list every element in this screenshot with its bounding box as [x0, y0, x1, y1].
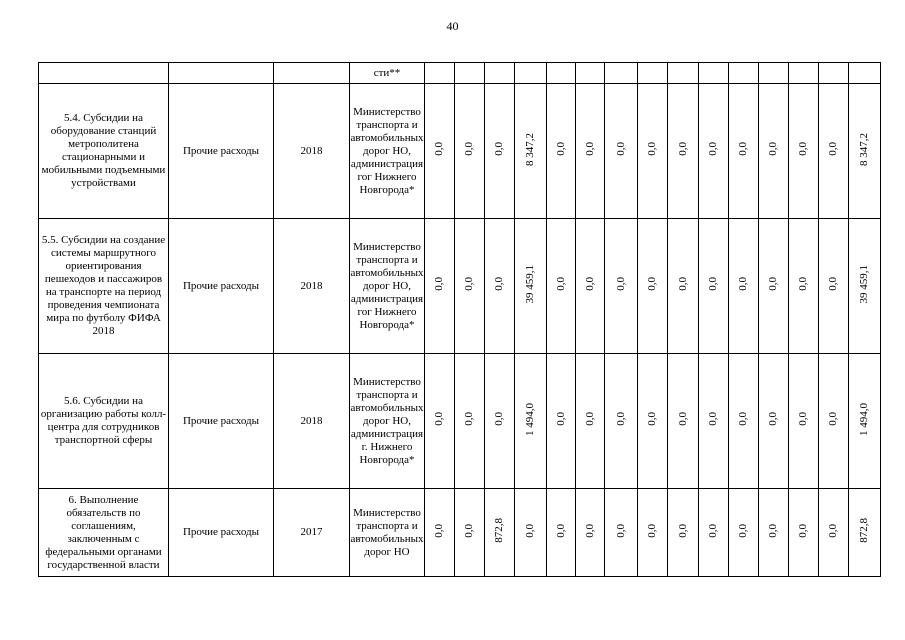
value-cell: [699, 489, 729, 577]
value-text: 1 494,0: [858, 402, 870, 436]
table-row: [39, 63, 881, 84]
value-cell: [759, 84, 789, 219]
value-text: 0,0: [493, 412, 505, 426]
value-text: 0,0: [493, 142, 505, 156]
value-text: 0,0: [676, 523, 689, 538]
value-text: 0,0: [827, 412, 839, 426]
year-cell: 2018: [274, 219, 350, 354]
value-cell: [759, 219, 789, 354]
value-cell: [638, 219, 668, 354]
value-text: 0,0: [827, 523, 839, 538]
value-cell: [849, 84, 881, 219]
value-text: 0,0: [676, 142, 689, 156]
value-text: 0,0: [433, 277, 445, 291]
value-cell: [455, 219, 485, 354]
value-cell: [425, 489, 455, 577]
expense-type-cell: Прочие расходы: [169, 84, 274, 219]
value-text: 0,0: [463, 523, 475, 538]
value-text: 0,0: [737, 523, 749, 538]
value-text: 0,0: [797, 523, 809, 538]
value-text: 0,0: [827, 277, 839, 291]
table-row: [39, 354, 881, 489]
table-cell: [274, 63, 350, 84]
value-text: 0,0: [583, 277, 596, 291]
value-text: 0,0: [797, 277, 809, 291]
table-row: [39, 489, 881, 577]
value-text: 872,8: [493, 518, 505, 543]
expense-type-cell: Прочие расходы: [169, 489, 274, 577]
value-cell: [576, 489, 605, 577]
value-cell: [819, 354, 849, 489]
executor-cell: Министерство транспорта и автомобильных дорог НО, администрация гог Нижнего Новгорода*: [350, 84, 425, 219]
value-text: 8 347,2: [524, 132, 536, 166]
value-text: 0,0: [646, 523, 658, 538]
value-cell: [849, 219, 881, 354]
value-text: 0,0: [646, 277, 658, 291]
value-text: 0,0: [767, 523, 779, 538]
value-cell: [849, 354, 881, 489]
value-cell: [455, 489, 485, 577]
expense-type-cell: Прочие расходы: [169, 219, 274, 354]
value-text: 0,0: [433, 412, 445, 426]
value-text: 0,0: [614, 523, 627, 538]
value-cell: [605, 219, 638, 354]
value-text: 0,0: [737, 277, 749, 291]
value-cell: [605, 489, 638, 577]
table-row: [39, 219, 881, 354]
value-text: 8 347,2: [858, 132, 870, 166]
value-text: 0,0: [614, 277, 627, 291]
value-text: 0,0: [827, 142, 839, 156]
table-cell: [547, 63, 576, 84]
page-number: 40: [446, 19, 459, 33]
value-text: 39 459,1: [858, 264, 870, 304]
row-name-cell: 5.6. Субсидии на организацию работы колл-центра для сотрудников транспортной сферы: [39, 354, 169, 489]
table-cell: [455, 63, 485, 84]
value-cell: [547, 354, 576, 489]
value-text: 0,0: [737, 412, 749, 426]
table-cell: [668, 63, 699, 84]
value-text: 0,0: [707, 277, 719, 291]
value-text: 0,0: [797, 142, 809, 156]
value-cell: [515, 219, 547, 354]
table-cell: [819, 63, 849, 84]
year-cell: 2018: [274, 354, 350, 489]
value-text: 0,0: [737, 142, 749, 156]
value-text: 0,0: [767, 412, 779, 426]
value-text: 0,0: [463, 142, 475, 156]
value-text: 0,0: [583, 523, 596, 538]
value-cell: [485, 84, 515, 219]
executor-cell: сти**: [350, 63, 425, 84]
value-text: 0,0: [707, 523, 719, 538]
value-cell: [425, 84, 455, 219]
table-cell: [425, 63, 455, 84]
value-text: 0,0: [433, 523, 445, 538]
value-text: 0,0: [554, 142, 567, 156]
table-cell: [849, 63, 881, 84]
value-text: 0,0: [707, 412, 719, 426]
table-cell: [605, 63, 638, 84]
table-cell: [789, 63, 819, 84]
value-cell: [425, 219, 455, 354]
value-cell: [668, 354, 699, 489]
value-cell: [789, 354, 819, 489]
value-text: 0,0: [433, 142, 445, 156]
value-text: 0,0: [707, 142, 719, 156]
value-text: 0,0: [767, 277, 779, 291]
value-cell: [576, 84, 605, 219]
table-cell: [485, 63, 515, 84]
table-row: [39, 84, 881, 219]
value-cell: [638, 354, 668, 489]
value-cell: [699, 84, 729, 219]
value-cell: [576, 219, 605, 354]
value-text: 0,0: [676, 412, 689, 426]
value-text: 0,0: [493, 277, 505, 291]
table-cell: [515, 63, 547, 84]
table-cell: [576, 63, 605, 84]
value-cell: [638, 84, 668, 219]
table-cell: [699, 63, 729, 84]
value-cell: [729, 354, 759, 489]
value-cell: [455, 354, 485, 489]
value-cell: [576, 354, 605, 489]
value-cell: [759, 354, 789, 489]
table-cell: [638, 63, 668, 84]
table-cell: [39, 63, 169, 84]
value-text: 0,0: [676, 277, 689, 291]
value-text: 39 459,1: [524, 264, 536, 304]
value-cell: [729, 84, 759, 219]
value-cell: [699, 354, 729, 489]
value-text: 0,0: [646, 142, 658, 156]
value-cell: [547, 219, 576, 354]
value-cell: [819, 84, 849, 219]
value-cell: [668, 489, 699, 577]
value-text: 0,0: [614, 412, 627, 426]
value-cell: [699, 219, 729, 354]
value-text: 0,0: [797, 412, 809, 426]
value-cell: [789, 219, 819, 354]
year-cell: 2017: [274, 489, 350, 577]
value-cell: [729, 489, 759, 577]
row-name-cell: 5.5. Субсидии на создание системы маршрутного ориентирования пешеходов и пассажиров на транспорте на период проведения чемпионата мира по футболу ФИФА 2018: [39, 219, 169, 354]
executor-cell: Министерство транспорта и автомобильных дорог НО, администрация гог Нижнего Новгорода*: [350, 219, 425, 354]
table-cell: [169, 63, 274, 84]
value-cell: [425, 354, 455, 489]
value-cell: [455, 84, 485, 219]
budget-table: [38, 62, 881, 577]
table-body: [39, 63, 881, 577]
value-text: 0,0: [767, 142, 779, 156]
table-cell: [729, 63, 759, 84]
value-text: 0,0: [554, 412, 567, 426]
row-name-cell: 6. Выполнение обязательств по соглашениям, заключенным с федеральными органами государственной власти: [39, 489, 169, 577]
value-text: 0,0: [646, 412, 658, 426]
value-cell: [515, 354, 547, 489]
value-cell: [759, 489, 789, 577]
value-cell: [515, 489, 547, 577]
expense-type-cell: Прочие расходы: [169, 354, 274, 489]
value-cell: [485, 489, 515, 577]
value-text: 0,0: [463, 412, 475, 426]
table-cell: [759, 63, 789, 84]
value-text: 872,8: [858, 518, 870, 543]
value-text: 0,0: [583, 412, 596, 426]
value-cell: [729, 219, 759, 354]
value-cell: [515, 84, 547, 219]
value-cell: [485, 219, 515, 354]
year-cell: 2018: [274, 84, 350, 219]
value-cell: [849, 489, 881, 577]
value-text: 0,0: [554, 523, 567, 538]
value-cell: [638, 489, 668, 577]
value-cell: [485, 354, 515, 489]
value-text: 0,0: [463, 277, 475, 291]
value-cell: [668, 219, 699, 354]
value-cell: [819, 489, 849, 577]
value-text: 0,0: [524, 523, 536, 538]
value-text: 0,0: [583, 142, 596, 156]
value-cell: [789, 489, 819, 577]
value-text: 0,0: [614, 142, 627, 156]
value-cell: [668, 84, 699, 219]
value-cell: [605, 84, 638, 219]
value-cell: [605, 354, 638, 489]
executor-cell: Министерство транспорта и автомобильных дорог НО, администрация г. Нижнего Новгорода*: [350, 354, 425, 489]
value-cell: [789, 84, 819, 219]
row-name-cell: 5.4. Субсидии на оборудование станций метрополитена стационарными и мобильными подъемными устройствами: [39, 84, 169, 219]
value-text: 1 494,0: [524, 402, 536, 436]
value-cell: [819, 219, 849, 354]
executor-cell: Министерство транспорта и автомобильных дорог НО: [350, 489, 425, 577]
value-cell: [547, 84, 576, 219]
value-cell: [547, 489, 576, 577]
value-text: 0,0: [554, 277, 567, 291]
